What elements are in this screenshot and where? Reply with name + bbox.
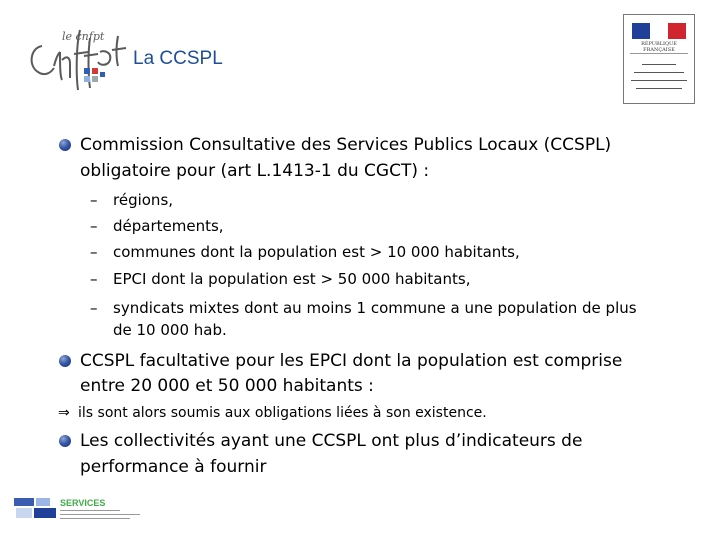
slide-title: La CCSPL (133, 48, 223, 69)
dash-icon: – (90, 270, 98, 288)
bullet-icon (59, 355, 71, 367)
sub-item-departements: départements, (113, 217, 224, 235)
footer-services-text: SERVICES (60, 498, 106, 508)
dash-icon: – (90, 299, 98, 317)
bullet-2-line-1: CCSPL facultative pour les EPCI dont la population est comprise (80, 351, 623, 371)
logo-text: le cnfpt (62, 30, 105, 43)
ministry-logo (623, 14, 695, 104)
french-flag-icon (632, 23, 686, 39)
bullet-2-line-2: entre 20 000 et 50 000 habitants : (80, 376, 374, 396)
sub-item-syndicats-line-1: syndicats mixtes dont au moins 1 commune a une population de plus (113, 299, 637, 317)
implies-arrow-icon: ⇒ (58, 405, 70, 421)
cnfpt-logo (20, 16, 132, 96)
sub-item-communes: communes dont la population est > 10 000 habitants, (113, 243, 520, 261)
dash-icon: – (90, 243, 98, 261)
bullet-3-line-2: performance à fournir (80, 457, 267, 477)
bullet-1-line-1: Commission Consultative des Services Publics Locaux (CCSPL) (80, 135, 612, 155)
bullet-icon (59, 139, 71, 151)
sub-item-regions: régions, (113, 191, 174, 209)
sub-item-syndicats-line-2: de 10 000 hab. (113, 321, 227, 339)
dash-icon: – (90, 191, 98, 209)
footer-services-logo (14, 496, 174, 522)
dash-icon: – (90, 217, 98, 235)
implies-text: ils sont alors soumis aux obligations liées à son existence. (78, 405, 487, 421)
bullet-1-line-2: obligatoire pour (art L.1413-1 du CGCT) : (80, 161, 430, 181)
republic-label: RÉPUBLIQUE FRANÇAISE (641, 41, 677, 53)
bullet-icon (59, 435, 71, 447)
sub-item-epci: EPCI dont la population est > 50 000 habitants, (113, 270, 471, 288)
bullet-3-line-1: Les collectivités ayant une CCSPL ont plus d’indicateurs de (80, 431, 583, 451)
